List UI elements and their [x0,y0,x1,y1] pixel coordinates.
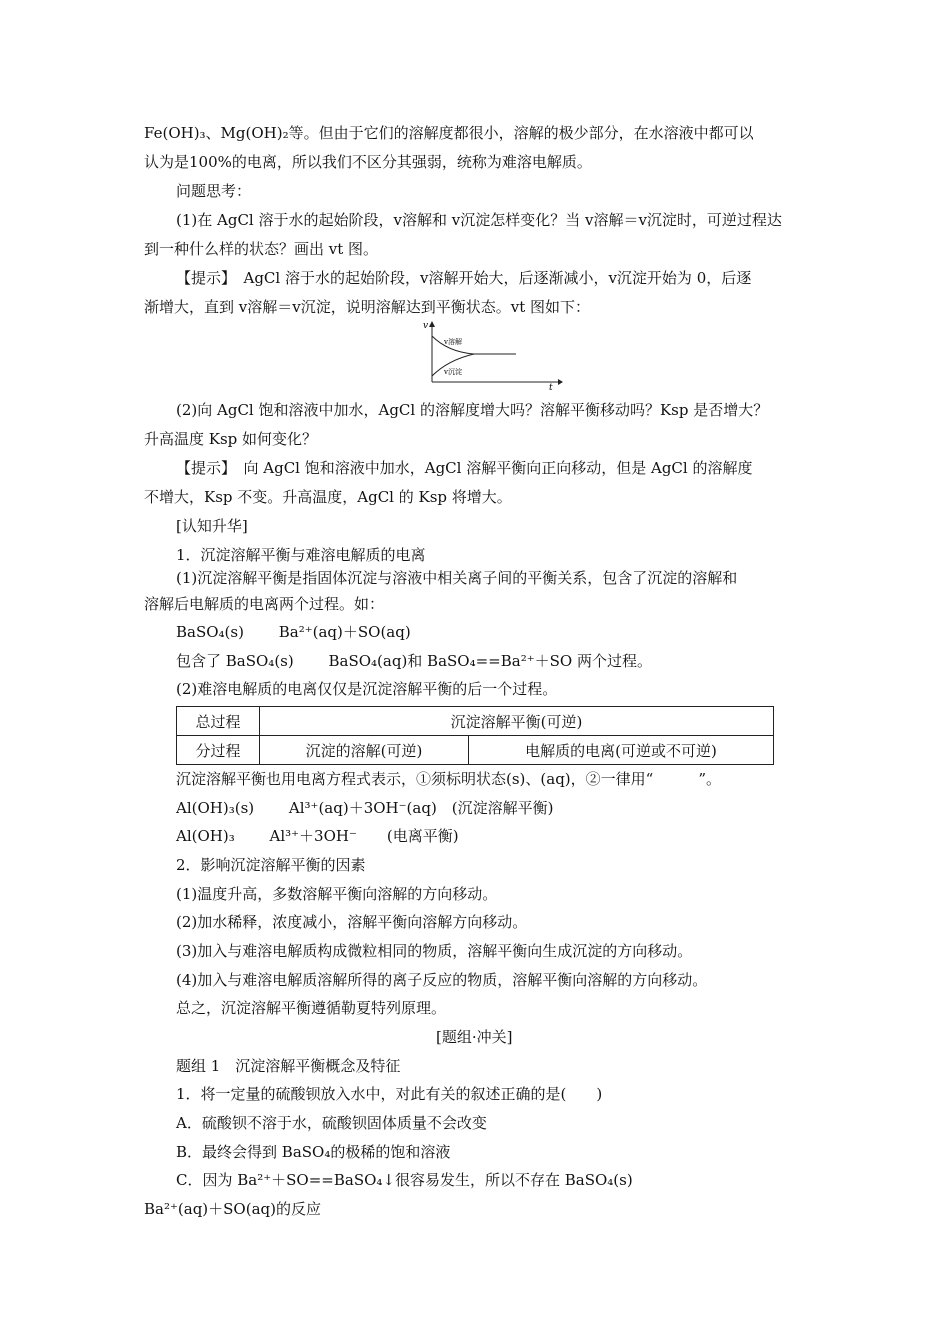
text-line-5: 到一种什么样的状态？画出 vt 图。 [144,240,379,258]
text-line-25: (3)加入与难溶电解质构成微粒相同的物质，溶解平衡向生成沉淀的方向移动。 [176,942,693,960]
text-line-1: Fe(OH)₃、Mg(OH)₂等。但由于它们的溶解度都很小，溶解的极少部分，在水溶液中都可以 [144,124,754,142]
graph-x-label: t [549,383,553,390]
graph-curve-bottom-label: v沉淀 [444,368,462,376]
text-line-15: 溶解后电解质的电离两个过程。如： [144,595,385,613]
text-line-4: (1)在 AgCl 溶于水的起始阶段，v溶解和 v沉淀怎样变化？当 v溶解＝v沉淀时，可逆过程达 [176,211,782,229]
section-heading: [认知升华] [176,517,248,535]
equation-1: BaSO₄(s) Ba²⁺(aq)＋SO(aq) [176,623,411,641]
question-stem: 1．将一定量的硫酸钡放入水中，对此有关的叙述正确的是( ) [176,1085,603,1103]
section-heading-2: [题组·冲关] [436,1028,513,1046]
text-line-22: 2．影响沉淀溶解平衡的因素 [176,856,366,874]
table-cell: 电解质的电离(可逆或不可逆) [469,736,774,765]
table-cell: 总过程 [177,707,260,736]
text-line-6: 【提示】 AgCl 溶于水的起始阶段，v溶解开始大，后逐渐减小，v沉淀开始为 0，后逐 [176,269,752,287]
text-line-11: 不增大，Ksp 不变。升高温度，AgCl 的 Ksp 将增大。 [144,488,512,506]
table-cell: 沉淀溶解平衡(可逆) [260,707,774,736]
vt-graph [418,318,564,390]
text-line-17: 包含了 BaSO₄(s) BaSO₄(aq)和 BaSO₄==Ba²⁺＋SO 两个过程。 [176,652,652,670]
text-line-27: 总之，沉淀溶解平衡遵循勒夏特列原理。 [176,999,447,1017]
table-cell: 分过程 [177,736,260,765]
option-b: B．最终会得到 BaSO₄的极稀的饱和溶液 [176,1143,451,1161]
text-line-3: 问题思考： [176,182,252,200]
text-line-18: (2)难溶电解质的电离仅仅是沉淀溶解平衡的后一个过程。 [176,680,558,698]
text-line-10: 【提示】 向 AgCl 饱和溶液中加水，AgCl 溶解平衡向正向移动，但是 AgCl 的溶解度 [176,459,753,477]
text-line-23: (1)温度升高，多数溶解平衡向溶解的方向移动。 [176,885,498,903]
text-line-2: 认为是100%的电离，所以我们不区分其强弱，统称为难溶电解质。 [144,153,592,171]
text-line-13: 1．沉淀溶解平衡与难溶电解质的电离 [176,546,426,564]
text-line-7: 渐增大，直到 v溶解＝v沉淀，说明溶解达到平衡状态。vt 图如下： [144,298,590,316]
table-cell: 沉淀的溶解(可逆) [260,736,469,765]
text-line-9: 升高温度 Ksp 如何变化？ [144,430,318,448]
text-line-29: 题组 1 沉淀溶解平衡概念及特征 [176,1057,401,1075]
table-row [177,736,774,765]
option-c: C．因为 Ba²⁺＋SO==BaSO₄↓很容易发生，所以不存在 BaSO₄(s) [176,1171,633,1189]
text-line-24: (2)加水稀释，浓度减小，溶解平衡向溶解方向移动。 [176,913,528,931]
text-line-19: 沉淀溶解平衡也用电离方程式表示，①须标明状态(s)、(aq)，②一律用“ ”。 [176,770,721,788]
text-line-8: (2)向 AgCl 饱和溶液中加水，AgCl 的溶解度增大吗？溶解平衡移动吗？Ksp 是否增大？ [176,401,769,419]
equation-3: Al(OH)₃ Al³⁺＋3OH⁻ (电离平衡) [176,827,459,845]
graph-curve-top-label: v溶解 [444,338,462,346]
process-table [176,706,774,765]
table-row [177,707,774,736]
option-a: A．硫酸钡不溶于水，硫酸钡固体质量不会改变 [176,1114,487,1132]
option-c-cont: Ba²⁺(aq)＋SO(aq)的反应 [144,1200,321,1218]
graph-y-label: v [423,321,429,331]
equation-2: Al(OH)₃(s) Al³⁺(aq)＋3OH⁻(aq) (沉淀溶解平衡) [176,799,554,817]
text-line-26: (4)加入与难溶电解质溶解所得的离子反应的物质，溶解平衡向溶解的方向移动。 [176,971,708,989]
text-line-14: (1)沉淀溶解平衡是指固体沉淀与溶液中相关离子间的平衡关系，包含了沉淀的溶解和 [176,569,738,587]
